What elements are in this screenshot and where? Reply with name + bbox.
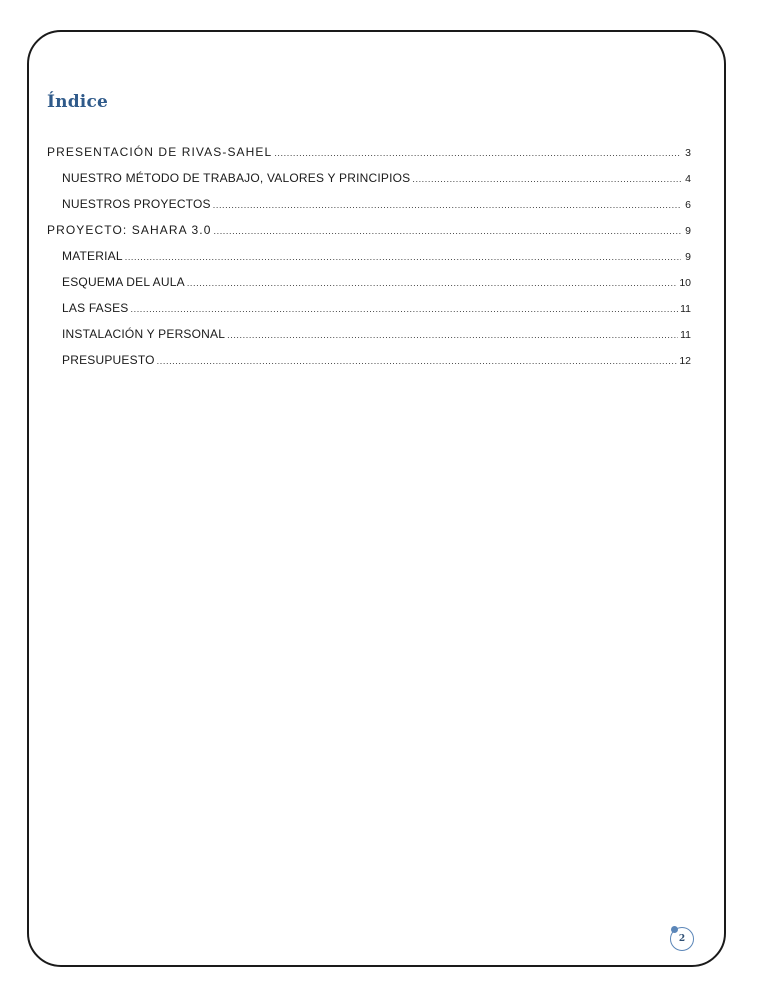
badge-dot-icon [671, 926, 678, 933]
toc-dot-leader [227, 330, 678, 340]
toc-dot-leader [213, 200, 681, 210]
toc-entry-label: LAS FASES [62, 301, 129, 315]
toc-entry-page: 11 [680, 303, 691, 315]
toc-entry-label: NUESTROS PROYECTOS [62, 197, 211, 211]
toc-entry-esquema-aula[interactable] [47, 275, 691, 301]
toc-dot-leader [187, 278, 678, 288]
toc-entry-page: 9 [685, 225, 691, 237]
toc-entry-page: 3 [685, 147, 691, 159]
toc-entry-proyectos[interactable] [47, 197, 691, 223]
toc-entry-page: 6 [685, 199, 691, 211]
toc-entry-page: 12 [679, 355, 691, 367]
toc-entry-page: 9 [685, 251, 691, 263]
toc-entry-fases[interactable] [47, 301, 691, 327]
toc-dot-leader [157, 356, 678, 366]
toc-entry-sahara[interactable] [47, 223, 691, 249]
toc-entry-page: 4 [685, 173, 691, 185]
toc-dot-leader [274, 148, 681, 158]
toc-entry-label: MATERIAL [62, 249, 123, 263]
toc-heading: Índice [47, 92, 109, 112]
toc-dot-leader [214, 226, 682, 236]
toc-entry-label: NUESTRO MÉTODO DE TRABAJO, VALORES Y PRINCIPIOS [62, 171, 411, 185]
toc-entry-label: PROYECTO: SAHARA 3.0 [47, 223, 212, 237]
toc-dot-leader [131, 304, 679, 314]
toc-entry-page: 10 [679, 277, 691, 289]
toc-entry-label: PRESENTACIÓN DE RIVAS-SAHEL [47, 145, 273, 159]
toc-entry-label: ESQUEMA DEL AULA [62, 275, 185, 289]
toc-entry-label: PRESUPUESTO [62, 353, 155, 367]
toc-entry-instalacion[interactable] [47, 327, 691, 353]
toc-entry-presentacion[interactable] [47, 145, 691, 171]
toc-dot-leader [125, 252, 681, 262]
toc-entry-metodo-trabajo[interactable] [47, 171, 691, 197]
toc-entry-material[interactable] [47, 249, 691, 275]
toc-dot-leader [412, 174, 681, 184]
toc-entry-presupuesto[interactable] [47, 353, 691, 379]
toc-entry-page: 11 [680, 329, 691, 341]
table-of-contents [47, 145, 691, 379]
page-number: 2 [678, 934, 686, 944]
toc-entry-label: INSTALACIÓN Y PERSONAL [62, 327, 226, 341]
